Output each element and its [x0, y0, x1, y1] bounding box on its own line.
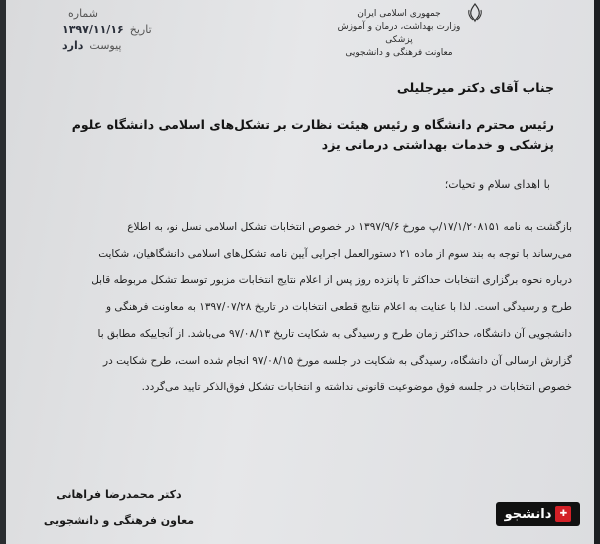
watermark-logo [496, 502, 580, 526]
recipient-title: رئیس محترم دانشگاه و رئیس هیئت نظارت بر تشکل‌های اسلامی دانشگاه علوم پزشکی و خدمات بهداشتی درمانی یزد [71, 117, 554, 152]
body-line: طرح و رسیدگی است. لذا با عنایت به اعلام نتایج قطعی انتخابات در تاریخ ۱۳۹۷/۰۷/۲۸ به معاونت فرهنگی و [105, 301, 572, 314]
date-value: ۱۳۹۷/۱۱/۱۶ [62, 23, 124, 36]
number-label: شماره [68, 7, 99, 20]
body-line: دانشجویی آن دانشگاه، حداکثر زمان طرح و رسیدگی به شکایت تاریخ ۹۷/۰۸/۱۳ می‌باشد. از آنجاییکه مطابق با [97, 327, 572, 340]
letter-body [7, 214, 572, 401]
signature-block [19, 482, 219, 534]
watermark-mark-icon: ✚ [555, 506, 571, 522]
date-label: تاریخ [129, 23, 152, 36]
iran-emblem-icon [464, 2, 486, 24]
letter-meta [62, 6, 212, 54]
letter-paper [6, 0, 594, 544]
date-row [62, 22, 212, 38]
attachment-row [62, 38, 212, 54]
body-line: درباره نحوه برگزاری انتخابات حداکثر تا پانزده روز پس از اعلام نتایج انتخابات مزبور توسط تشکل مربوطه قابل [91, 274, 572, 287]
letterhead [334, 8, 464, 60]
letterhead-line: جمهوری اسلامی ایران [357, 9, 441, 19]
body-line: می‌رساند با توجه به بند سوم از ماده ۲۱ دستورالعمل اجرایی آیین نامه تشکل‌های اسلامی دانشگاهیان، شکایت [98, 247, 572, 260]
body-line: گزارش ارسالی آن دانشگاه، رسیدگی به شکایت در جلسه مورخ ۹۷/۰۸/۱۵ انجام شده است، طرح شکایت در [103, 354, 572, 367]
attachment-value: دارد [62, 39, 84, 52]
number-row [62, 6, 212, 22]
recipient: جناب آقای دکتر میرجلیلی [396, 80, 554, 95]
letterhead-line: وزارت بهداشت، درمان و آموزش پزشکی [337, 22, 461, 45]
signer-position: معاون فرهنگی و دانشجویی [43, 514, 195, 527]
body-line: بازگشت به نامه ۱۷/۱/۲۰۸۱۵۱/پ مورخ ۱۳۹۷/۹/۶ در خصوص انتخابات تشکل اسلامی نسل نو، به اطلاع [127, 221, 572, 233]
attachment-label: پیوست [89, 39, 122, 52]
body-line: خصوص انتخابات در جلسه فوق موضوعیت قانونی نداشته و انتخابات تشکل فوق‌الذکر تایید می‌گردد. [141, 381, 572, 394]
greeting: با اهدای سلام و تحیات؛ [444, 178, 550, 191]
signer-name: دکتر محمدرضا فراهانی [56, 488, 182, 501]
letterhead-line: معاونت فرهنگی و دانشجویی [345, 48, 453, 58]
watermark-text: دانشجو [504, 506, 552, 522]
